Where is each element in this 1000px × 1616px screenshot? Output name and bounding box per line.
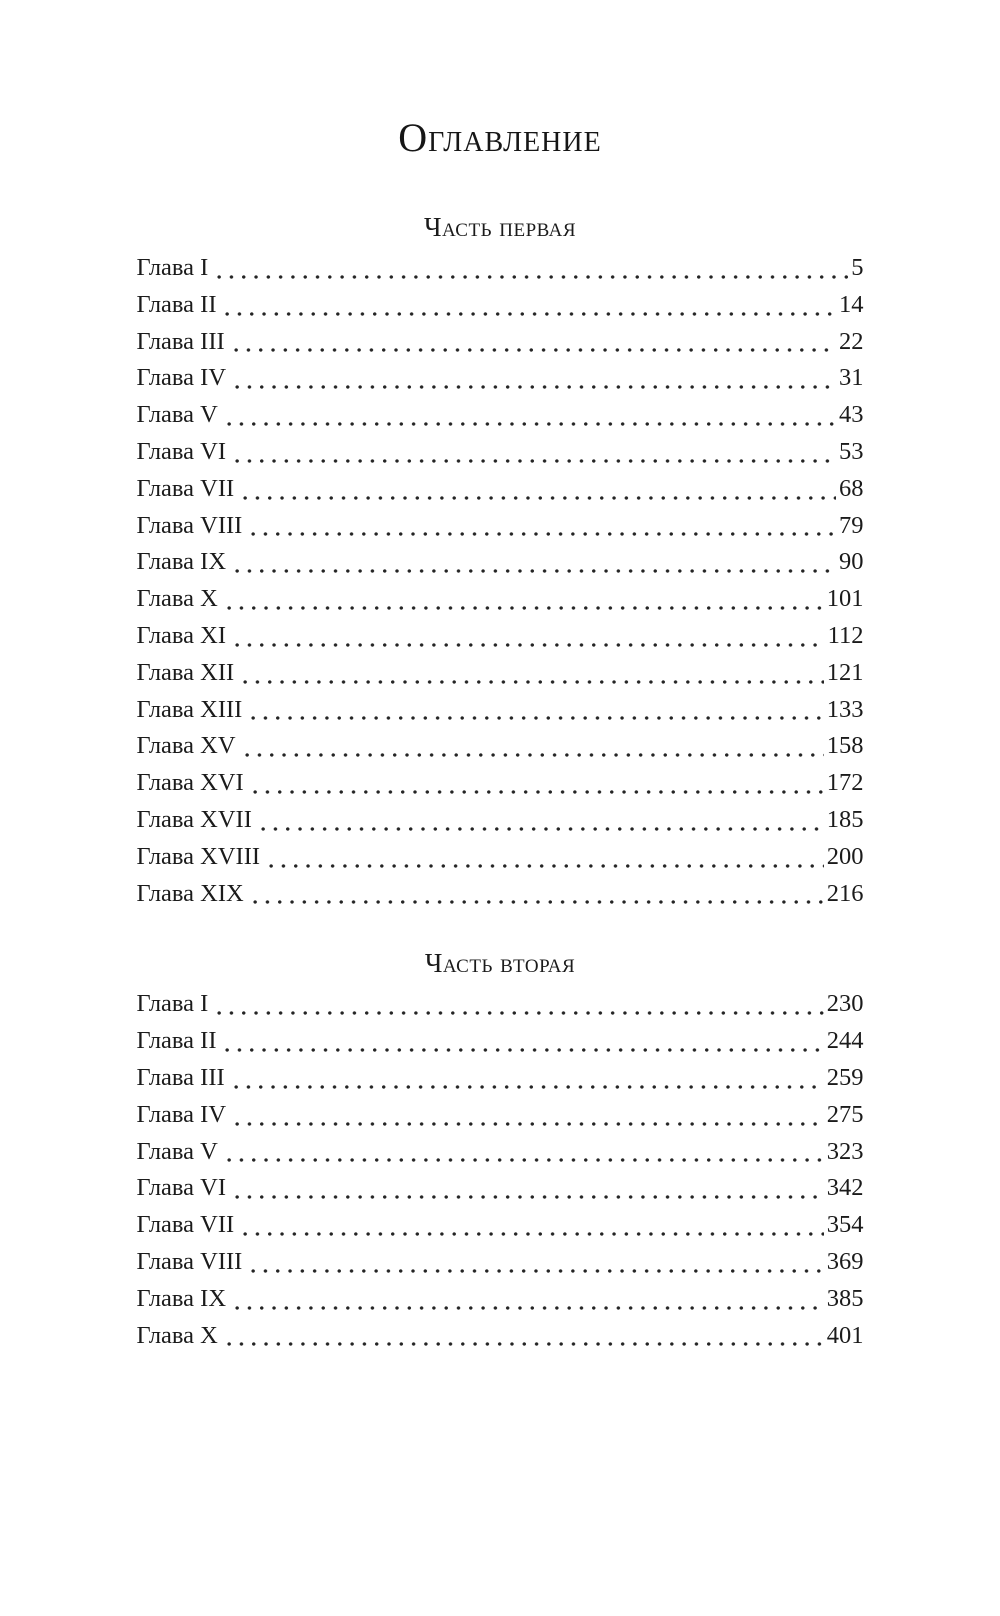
- page-number: 112: [827, 621, 864, 649]
- dot-leader: [213, 1011, 823, 1015]
- page-number: 22: [839, 327, 864, 355]
- toc-page: [137, 0, 864, 1354]
- chapter-label: Глава IV: [136, 1100, 227, 1128]
- dot-leader: [223, 1158, 824, 1162]
- toc-entry: [137, 1207, 864, 1244]
- page-title: Оглавление: [398, 115, 602, 160]
- chapter-label: Глава VII: [136, 1211, 235, 1239]
- dot-leader: [221, 312, 836, 316]
- chapter-label: Глава VI: [136, 1174, 227, 1202]
- chapter-label: Глава II: [136, 1027, 217, 1055]
- toc-entry: [137, 802, 864, 839]
- chapter-label: Глава XII: [136, 658, 235, 686]
- dot-leader: [223, 606, 824, 610]
- toc-entry: [137, 250, 864, 287]
- toc-entry: [137, 287, 864, 324]
- page-number: 230: [826, 990, 864, 1018]
- toc-section-2: [137, 950, 864, 1354]
- dot-leader: [223, 422, 836, 426]
- dot-leader: [247, 1269, 823, 1273]
- toc-entry: [137, 986, 864, 1023]
- dot-leader: [231, 1306, 824, 1310]
- toc-entry: [137, 618, 864, 655]
- toc-entry: [137, 1170, 864, 1207]
- dot-leader: [231, 643, 825, 647]
- page-number: 14: [839, 290, 864, 318]
- toc-section-1: [137, 214, 864, 912]
- chapter-label: Глава I: [136, 254, 209, 281]
- toc-entry: [137, 1318, 864, 1355]
- chapter-label: Глава IX: [136, 548, 227, 576]
- toc-entry: [137, 1281, 864, 1318]
- toc-entry: [137, 1134, 864, 1171]
- page-number: 385: [826, 1284, 864, 1312]
- chapter-label: Глава XVII: [136, 805, 252, 833]
- page-number: 185: [826, 805, 864, 833]
- chapter-label: Глава VIII: [136, 1247, 243, 1275]
- page-number: 158: [826, 732, 864, 760]
- dot-leader: [231, 459, 836, 463]
- chapter-label: Глава X: [136, 1321, 218, 1349]
- chapter-label: Глава IV: [136, 364, 227, 392]
- chapter-label: Глава V: [136, 1137, 218, 1165]
- toc-entry: [137, 728, 864, 765]
- page-number: 200: [826, 842, 864, 870]
- page-number: 90: [839, 548, 864, 576]
- page-number: 259: [826, 1063, 864, 1091]
- dot-leader: [239, 496, 836, 500]
- chapter-label: Глава X: [136, 585, 218, 613]
- chapter-label: Глава VI: [136, 437, 227, 465]
- chapter-label: Глава II: [136, 290, 217, 318]
- chapter-label: Глава XV: [136, 732, 236, 760]
- dot-leader: [221, 1048, 823, 1052]
- toc-entry: [137, 1244, 864, 1281]
- chapter-label: Глава VII: [136, 474, 235, 502]
- dot-leader: [230, 1085, 824, 1089]
- page-number: 216: [826, 879, 864, 907]
- toc-entry: [137, 1023, 864, 1060]
- dot-leader: [231, 1122, 824, 1126]
- page-number: 369: [826, 1247, 864, 1275]
- dot-leader: [265, 864, 824, 868]
- page-number: 244: [826, 1027, 864, 1055]
- chapter-label: Глава III: [136, 1063, 225, 1091]
- dot-leader: [230, 348, 836, 352]
- toc-entry: [137, 360, 864, 397]
- page-number: 43: [839, 401, 864, 429]
- page-number: 53: [839, 437, 864, 465]
- chapter-label: Глава I: [136, 990, 209, 1018]
- dot-leader: [213, 275, 848, 279]
- toc-entry: [137, 876, 864, 913]
- toc-entry: [137, 581, 864, 618]
- toc-entry: [137, 508, 864, 545]
- toc-entry: [137, 324, 864, 361]
- page-number: 31: [839, 364, 864, 392]
- toc-entry: [137, 839, 864, 876]
- dot-leader: [239, 1232, 824, 1236]
- chapter-label: Глава XVI: [136, 769, 244, 797]
- chapter-label: Глава XI: [136, 621, 227, 649]
- page-number: 68: [839, 474, 864, 502]
- dot-leader: [249, 790, 824, 794]
- page-number: 79: [839, 511, 864, 539]
- page-number: 133: [826, 695, 864, 723]
- dot-leader: [249, 900, 824, 904]
- dot-leader: [247, 716, 823, 720]
- toc-entry: [137, 1097, 864, 1134]
- page-number: 275: [826, 1100, 864, 1128]
- toc-entry: [137, 765, 864, 802]
- part-heading: Часть вторая: [424, 948, 576, 979]
- chapter-label: Глава XIX: [136, 879, 244, 907]
- dot-leader: [247, 532, 836, 536]
- page-number: 354: [826, 1211, 864, 1239]
- toc-entry: [137, 692, 864, 729]
- toc-entry: [137, 397, 864, 434]
- page-number: 101: [826, 585, 864, 613]
- part-heading: Часть первая: [423, 212, 577, 242]
- dot-leader: [223, 1342, 824, 1346]
- page-number: 342: [826, 1174, 864, 1202]
- dot-leader: [241, 753, 824, 757]
- chapter-label: Глава XVIII: [136, 842, 261, 870]
- dot-leader: [239, 680, 824, 684]
- dot-leader: [257, 827, 824, 831]
- toc-entry: [137, 1060, 864, 1097]
- page-number: 5: [851, 254, 864, 281]
- dot-leader: [231, 569, 836, 573]
- chapter-label: Глава III: [136, 327, 225, 355]
- dot-leader: [231, 1195, 824, 1199]
- dot-leader: [231, 385, 836, 389]
- page-number: 121: [826, 658, 864, 686]
- toc-entry: [137, 544, 864, 581]
- page-number: 323: [826, 1137, 864, 1165]
- toc-sections: [137, 214, 864, 1354]
- chapter-label: Глава VIII: [136, 511, 243, 539]
- toc-entry: [137, 434, 864, 471]
- page-number: 401: [826, 1321, 864, 1349]
- chapter-label: Глава XIII: [136, 695, 243, 723]
- chapter-label: Глава V: [136, 401, 218, 429]
- page-number: 172: [826, 769, 864, 797]
- chapter-label: Глава IX: [136, 1284, 227, 1312]
- toc-entry: [137, 655, 864, 692]
- toc-entry: [137, 471, 864, 508]
